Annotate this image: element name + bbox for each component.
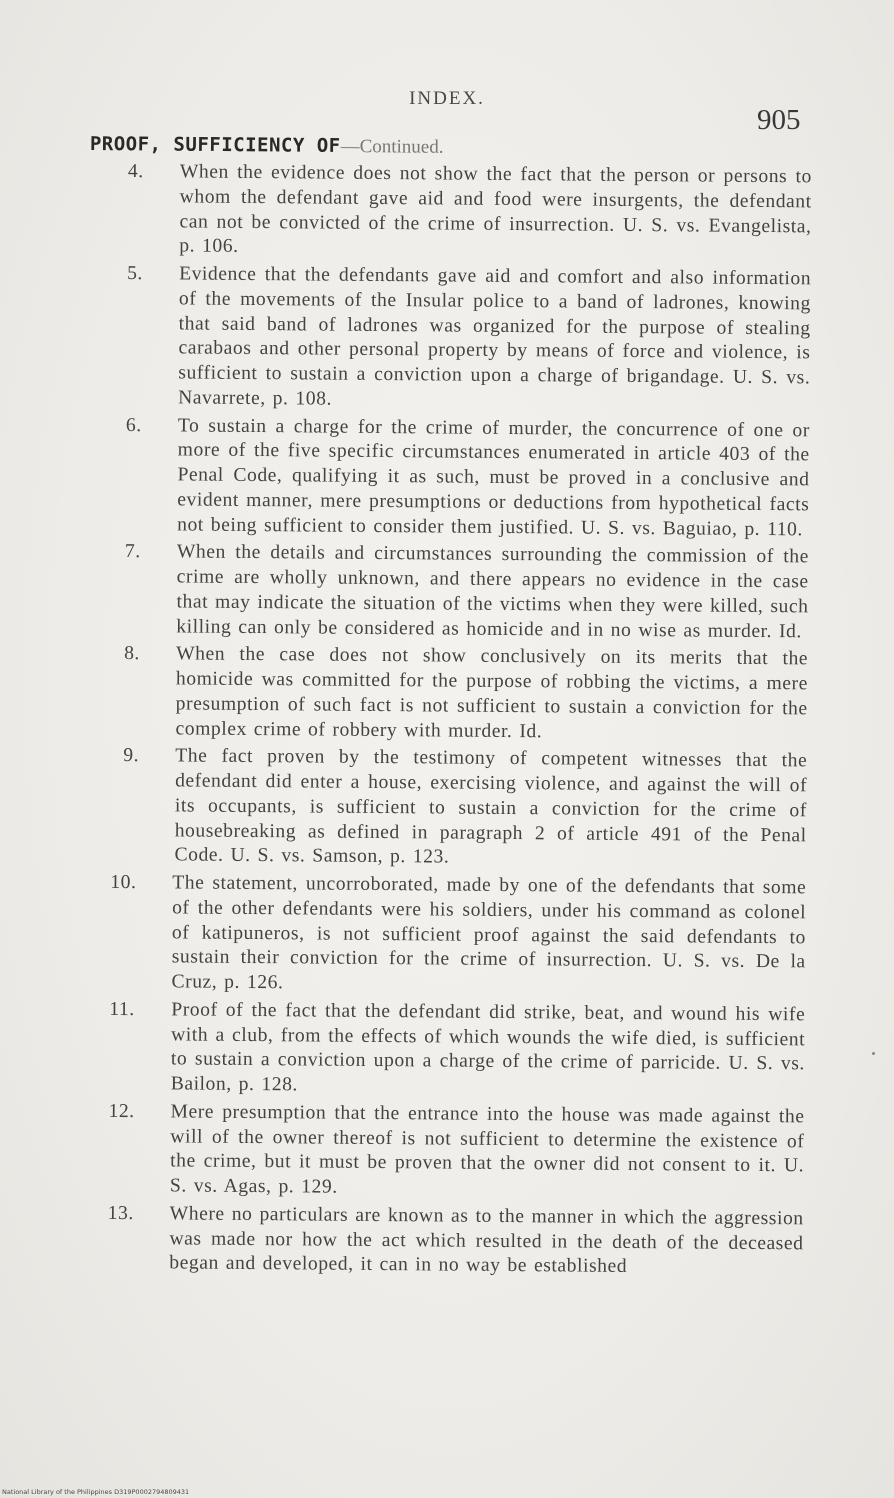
entry-number: 13.	[107, 1202, 134, 1224]
entry-number: 12.	[108, 1100, 135, 1122]
section-heading	[90, 133, 810, 162]
section-continued-label: —Continued.	[340, 135, 444, 158]
entry-text: When the case does not show conclusively on its merits that the homicide was committed for the purpose of robbing the victims, a mere presumption of such fact is not sufficient to sustain a conviction for the complex crime of robbery with murder. Id.	[175, 643, 809, 742]
index-entry-5	[126, 262, 811, 416]
running-head: INDEX.	[409, 88, 485, 109]
scan-speck	[872, 1052, 875, 1055]
entry-number: 6.	[125, 414, 142, 436]
entry-number: 9.	[123, 745, 140, 767]
index-entries	[107, 160, 812, 1284]
entry-number: 11.	[109, 998, 135, 1020]
entry-text: Evidence that the defendants gave aid and comfort and also information of the movements of the Insular police to a band of ladrones, knowing that said band of ladrones was organized for the purpose of stealing carabaos and other personal property by means of force and violence, is sufficient to sustain a conviction upon a charge of brigandage. U. S. vs. Navarrete, p. 108.	[178, 263, 812, 410]
entry-text: When the details and circumstances surrounding the commission of the crime are wholly unknown, and there appears no evidence in the case that may indicate the situation of the victims when they were killed, such killing can only be considered as homicide and in no wise as murder. Id.	[176, 541, 809, 642]
entry-text: Mere presumption that the entrance into the house was made against the will of the owner thereof is not sufficient to determine the existence of the crime, but it must be proven that the owner did not consent to it. U. S. vs. Agas, p. 129.	[169, 1101, 805, 1198]
entry-number: 4.	[127, 160, 144, 183]
index-entry-8	[123, 642, 808, 746]
page-number: 905	[757, 104, 801, 136]
index-entry-9	[122, 744, 807, 873]
scan-credit: National Library of the Philippines D319P0002794809431	[2, 1488, 190, 1496]
entry-text: To sustain a charge for the crime of murder, the concurrence of one or more of the five specific circumstances enumerated in article 403 of the Penal Code, qualifying it as such, must be proved in a conclusive and evident manner, mere presumptions or deductions from hypothetical facts not being sufficient to consider them justified. U. S. vs. Baguiao, p. 110.	[177, 414, 810, 540]
index-entry-12	[108, 1100, 805, 1204]
index-entry-4	[127, 160, 812, 264]
entry-text: Proof of the fact that the defendant did strike, beat, and wound his wife with a club, from the effects of which wounds the wife died, is sufficient to sustain a conviction upon a charge of the crime of parricide. U. S. vs. Bailon, p. 128.	[170, 999, 806, 1096]
index-entry-7	[124, 540, 809, 644]
index-entry-6	[125, 413, 810, 542]
entry-text: The statement, uncorroborated, made by one of the defendants that some of the other defendants were his soldiers, under his command as colonel of katipuneros, is not sufficient proof against the said defendants to sustain their conviction for the crime of insurrection. U. S. vs. De la Cruz, p. 126.	[171, 872, 807, 994]
entry-text: Where no particulars are known as to the manner in which the aggression was made nor how the act which resulted in the death of the deceased began and developed, it can in no way be established	[169, 1203, 804, 1278]
entry-text: The fact proven by the testimony of competent witnesses that the defendant did enter a house, exercising violence, and against the will of its occupants, is sufficient to sustain a conviction for the crime of housebreaking as defined in paragraph 2 of article 491 of the Penal Code. U. S. vs. Samson, p. 123.	[174, 745, 808, 868]
section-title: PROOF, SUFFICIENCY OF	[89, 133, 341, 157]
entry-number: 7.	[124, 541, 141, 563]
entry-text: When the evidence does not show the fact that the person or persons to whom the defendant gave aid and food were insurgents, the defendant can not be convicted of the crime of insurrection. U. S. vs. Evangelista, p. 106.	[179, 161, 812, 258]
entry-number: 10.	[110, 871, 137, 894]
entry-number: 8.	[124, 643, 141, 665]
index-entry-11	[109, 998, 806, 1102]
index-entry-13	[107, 1202, 804, 1282]
index-entry-10	[110, 871, 807, 1000]
entry-number: 5.	[127, 262, 143, 285]
